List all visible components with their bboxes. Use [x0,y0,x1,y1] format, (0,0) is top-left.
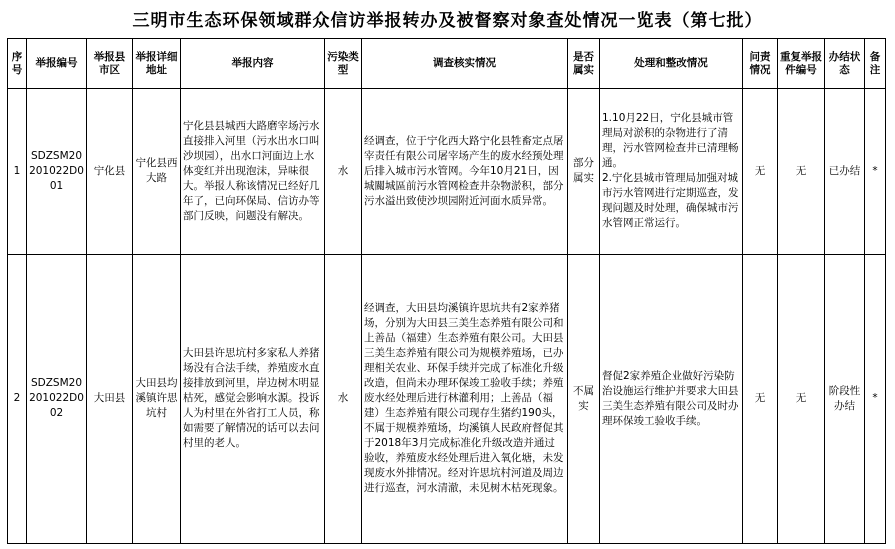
header-row [8,39,886,89]
cell-remarks: * [865,254,886,543]
cell-address: 宁化县西大路 [133,89,181,255]
header-duplicate: 重复举报件编号 [778,39,825,89]
cell-remarks: * [865,89,886,255]
cell-duplicate: 无 [778,254,825,543]
cell-content: 宁化县县城西大路磨宰场污水直接排入河里（污水出水口叫沙坝园），出水口河面边上水体变红并出现泡沫，异味很大。举报人称该情况已经好几年了，已向环保局、信访办等部门反映，问题没有解决。 [181,89,325,255]
cell-verified: 部分属实 [568,89,600,255]
cell-accountability: 无 [743,254,778,543]
cell-address: 大田县均溪镇许思坑村 [133,254,181,543]
cell-handling: 1.10月22日，宁化县城市管理局对淤积的杂物进行了清理，污水管网检查井已清理畅通。 2.宁化县城市管理局加强对城市污水管网进行定期巡查，发现问题及时处理，确保城市污水管网正常运行。 [600,89,743,255]
cell-pollution-type: 水 [325,254,362,543]
cell-status: 阶段性办结 [825,254,865,543]
cell-report-no: SDZSM20201022D001 [27,89,87,255]
cell-pollution-type: 水 [325,89,362,255]
header-remarks: 备注 [865,39,886,89]
cell-content: 大田县许思坑村多家私人养猪场没有合法手续，养殖废水直接排放到河里，岸边树木明显枯死，感觉会影响水源。投诉人为村里在外省打工人员，称如需要了解情况的话可以去问村里的老人。 [181,254,325,543]
cell-county: 大田县 [87,254,133,543]
header-content: 举报内容 [181,39,325,89]
header-verified: 是否属实 [568,39,600,89]
header-seq: 序号 [8,39,27,89]
cell-seq: 1 [8,89,27,255]
header-report-no: 举报编号 [27,39,87,89]
cell-report-no: SDZSM20201022D002 [27,254,87,543]
complaint-table [7,38,886,544]
cell-seq: 2 [8,254,27,543]
cell-investigation: 经调查，大田县均溪镇许思坑共有2家养猪场，分别为大田县三美生态养殖有限公司和上善品（福建）生态养殖有限公司。大田县三美生态养殖有限公司为规模养殖场，已办理相关农业、环保手续并完成了标准化升级改造，但尚未办理环保竣工验收手续；养殖废水经处理后进行林灌利用；上善品（福建）生态养殖有限公司现存生猪约190头，不属于规模养殖场，均溪镇人民政府督促其于2018年3月完成标准化升级改造并通过验收，养殖废水经处理后进入氧化塘，未发现废水外排情况。经对许思坑村河道及周边进行巡查，河水清澈，未见树木枯死现象。 [362,254,568,543]
header-address: 举报详细地址 [133,39,181,89]
cell-accountability: 无 [743,89,778,255]
header-investigation: 调查核实情况 [362,39,568,89]
table-row [8,89,886,255]
cell-verified: 不属实 [568,254,600,543]
header-pollution-type: 污染类型 [325,39,362,89]
header-county: 举报县市区 [87,39,133,89]
header-status: 办结状态 [825,39,865,89]
header-accountability: 问责情况 [743,39,778,89]
header-handling: 处理和整改情况 [600,39,743,89]
cell-investigation: 经调查，位于宁化西大路宁化县牲畜定点屠宰责任有限公司屠宰场产生的废水经预处理后排入城市污水管网。今年10月21日，因城關城區前污水管网检查井杂物淤积，部分污水溢出致使沙坝园附近河面水质异常。 [362,89,568,255]
cell-status: 已办结 [825,89,865,255]
table-row [8,254,886,543]
cell-duplicate: 无 [778,89,825,255]
page-title: 三明市生态环保领域群众信访举报转办及被督察对象查处情况一览表（第七批） [132,11,763,31]
cell-county: 宁化县 [87,89,133,255]
cell-handling: 督促2家养殖企业做好污染防治设施运行维护并要求大田县三美生态养殖有限公司及时办理环保竣工验收手续。 [600,254,743,543]
